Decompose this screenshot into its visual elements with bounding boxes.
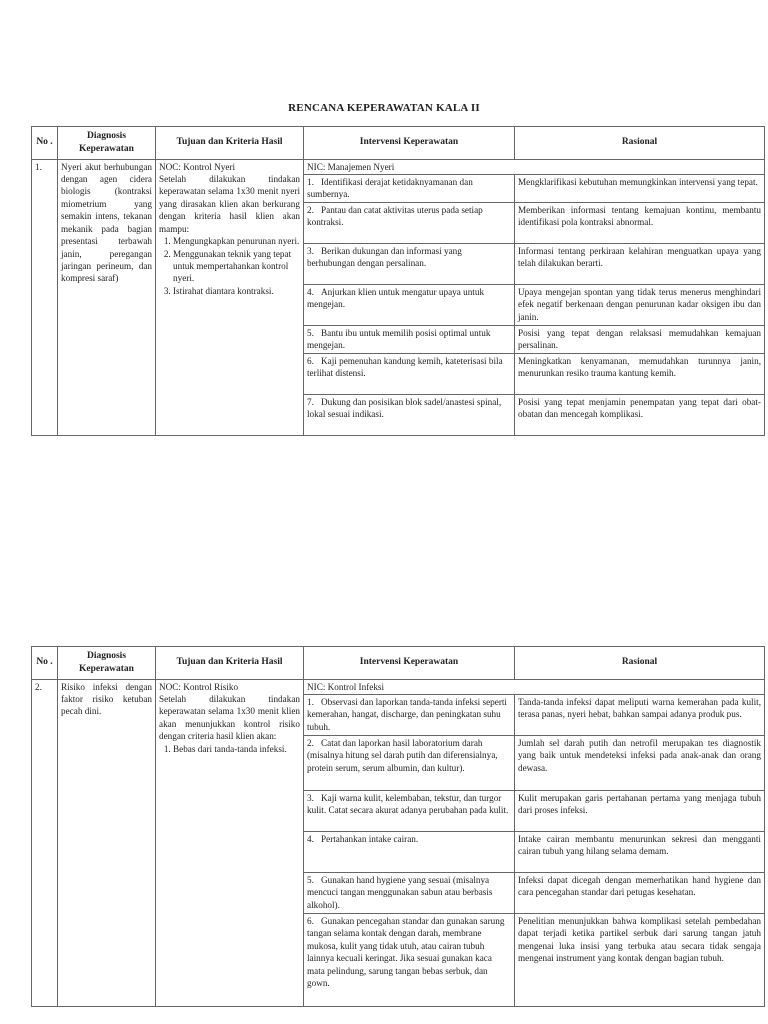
rationale-cell: Tanda-tanda infeksi dapat meliputi warna kemerahan pada kulit, terasa panas, nyeri hebat, bahkan sampai adanya produk pus. <box>515 695 765 736</box>
row-number: 1. <box>32 159 58 435</box>
rationale-cell: Penelitian menunjukkan bahwa komplikasi setelah pembedahan dapat terjadi ketika partikel serbuk dari sarung tangan jatuh mengenai luka insisi yang terbuka atau secara tidak sengaja mengenai instrument yang kontak dengan bagian tubuh. <box>515 914 765 1007</box>
intervention-cell <box>304 175 515 203</box>
noc-label: NOC: Kontrol Nyeri <box>159 161 236 172</box>
rationale-cell: Informasi tentang perkiraan kelahiran menguatkan upaya yang telah dilakukan berarti. <box>515 244 765 285</box>
table-row <box>32 679 765 694</box>
rationale-cell: Posisi yang tepat dengan relaksasi memudahkan kemajuan persalinan. <box>515 326 765 354</box>
intervention-text: Kaji warna kulit, kelembaban, tekstur, dan turgor kulit. Catat secara akurat adanya perubahan pada kulit. <box>307 793 509 816</box>
intervention-number: 4. <box>307 287 314 298</box>
intervention-text: Gunakan pencegahan standar dan gunakan sarung tangan selama kontak dengan darah, membrane mukosa, kulit yang tidak utuh, atau cairan tubuh lainnya kecuali keringat. Jika sesuai gunakan kaca mata pelindung, sarung tangan bebas serbuk, dan gown. <box>307 916 505 989</box>
criteria-item: 1. Mengungkapkan penurunan nyeri. <box>173 235 300 247</box>
intervention-text: Observasi dan laporkan tanda-tanda infeksi seperti kemerahan, hangat, discharge, dan peningkatan suhu tubuh. <box>307 697 507 732</box>
header-diagnosis: Diagnosis Keperawatan <box>58 127 156 160</box>
intervention-number: 3. <box>307 793 314 804</box>
criteria-list <box>159 235 300 297</box>
intervention-number: 4. <box>307 834 314 845</box>
rationale-cell: Jumlah sel darah putih dan netrofil merupakan tes diagnostik yang baik untuk mendeteksi infeksi pada anak-anak dan orang dewasa. <box>515 736 765 791</box>
intervention-text: Kaji pemenuhan kandung kemih, kateterisasi bila terlihat distensi. <box>307 356 503 379</box>
intervention-number: 2. <box>307 738 314 749</box>
care-plan-table-2 <box>31 646 765 1007</box>
intervention-cell <box>304 791 515 832</box>
intervention-number: 5. <box>307 875 314 886</box>
criteria-item: 2. Menggunakan teknik yang tepat untuk mempertahankan kontrol nyeri. <box>173 248 300 285</box>
header-intervention: Intervensi Keperawatan <box>304 127 515 160</box>
intervention-cell <box>304 354 515 395</box>
intervention-cell <box>304 695 515 736</box>
table-row <box>32 159 765 174</box>
intervention-cell <box>304 244 515 285</box>
intervention-number: 2. <box>307 205 314 216</box>
nic-label: NIC: Manajemen Nyeri <box>304 159 765 174</box>
nic-label: NIC: Kontrol Infeksi <box>304 679 765 694</box>
intervention-cell <box>304 395 515 436</box>
intervention-number: 1. <box>307 177 314 188</box>
header-rationale: Rasional <box>515 127 765 160</box>
header-goal: Tujuan dan Kriteria Hasil <box>156 127 304 160</box>
intervention-text: Berikan dukungan dan informasi yang berhubungan dengan persalinan. <box>307 246 462 269</box>
intervention-text: Bantu ibu untuk memilih posisi optimal untuk mengejan. <box>307 328 491 351</box>
intervention-number: 1. <box>307 697 314 708</box>
intervention-cell <box>304 914 515 1007</box>
criteria-list <box>159 743 300 755</box>
rationale-cell: Upaya mengejan spontan yang tidak terus menerus menghindari efek negatif berkenaan dengan penurunan kadar oksigen ibu dan janin. <box>515 285 765 326</box>
header-goal: Tujuan dan Kriteria Hasil <box>156 647 304 680</box>
intervention-text: Pantau dan catat aktivitas uterus pada setiap kontraksi. <box>307 205 483 228</box>
goal-text: Setelah dilakukan tindakan keperawatan selama 1x30 menit klien akan menunjukkan kontrol risiko dengan criteria hasil klien akan: <box>159 694 300 742</box>
care-plan-table-1 <box>31 126 765 436</box>
header-no: No . <box>32 647 58 680</box>
intervention-number: 6. <box>307 356 314 367</box>
goal-text: Setelah dilakukan tindakan keperawatan selama 1x30 menit nyeri yang dirasakan klien akan berkurang dengan kriteria hasil klien akan mampu: <box>159 174 300 234</box>
intervention-cell <box>304 203 515 244</box>
header-diagnosis: Diagnosis Keperawatan <box>58 647 156 680</box>
header-rationale: Rasional <box>515 647 765 680</box>
criteria-item: 3. Istirahat diantara kontraksi. <box>173 285 300 297</box>
rationale-cell: Meningkatkan kenyamanan, memudahkan turunnya janin, menurunkan resiko trauma kantung kemih. <box>515 354 765 395</box>
table-header-row <box>32 647 765 680</box>
diagnosis-cell: Nyeri akut berhubungan dengan agen cidera biologis (kontraksi miometrium yang semakin intens, tekanan mekanik pada bagian presentasi terbawah janin, peregangan jaringan perineum, dan kompresi saraf) <box>58 159 156 435</box>
rationale-cell: Intake cairan membantu menurunkan sekresi dan mengganti cairan tubuh yang hilang selama demam. <box>515 832 765 873</box>
rationale-cell: Kulit merupakan garis pertahanan pertama yang menjaga tubuh dari proses infeksi. <box>515 791 765 832</box>
intervention-cell <box>304 326 515 354</box>
intervention-number: 6. <box>307 916 314 927</box>
row-number: 2. <box>32 679 58 1006</box>
header-intervention: Intervensi Keperawatan <box>304 647 515 680</box>
intervention-text: Pertahankan intake cairan. <box>321 834 419 845</box>
intervention-text: Dukung dan posisikan blok sadel/anastesi spinal, lokal sesuai indikasi. <box>307 397 502 420</box>
intervention-cell <box>304 285 515 326</box>
intervention-text: Identifikasi derajat ketidaknyamanan dan sumbernya. <box>307 177 473 200</box>
goal-cell <box>156 159 304 435</box>
intervention-number: 3. <box>307 246 314 257</box>
intervention-text: Gunakan hand hygiene yang sesuai (misalnya mencuci tangan menggunakan sabun atau berbasis alkohol). <box>307 875 493 910</box>
table-header-row <box>32 127 765 160</box>
criteria-item: 1. Bebas dari tanda-tanda infeksi. <box>173 743 300 755</box>
diagnosis-cell: Risiko infeksi dengan faktor risiko ketuban pecah dini. <box>58 679 156 1006</box>
intervention-cell <box>304 832 515 873</box>
rationale-cell: Memberikan informasi tentang kemajuan kontinu, membantu identifikasi pola kontraksi abnormal. <box>515 203 765 244</box>
intervention-cell <box>304 873 515 914</box>
rationale-cell: Mengklarifikasi kebutuhan memungkinkan intervensi yang tepat. <box>515 175 765 203</box>
noc-label: NOC: Kontrol Risiko <box>159 681 239 692</box>
rationale-cell: Posisi yang tepat menjamin penempatan yang tepat dari obat-obatan dan mencegah komplikasi. <box>515 395 765 436</box>
rationale-cell: Infeksi dapat dicegah dengan memerhatikan hand hygiene dan cara pencegahan standar dari petugas kesehatan. <box>515 873 765 914</box>
document-title: RENCANA KEPERAWATAN KALA II <box>288 102 480 114</box>
intervention-cell <box>304 736 515 791</box>
intervention-number: 5. <box>307 328 314 339</box>
header-no: No . <box>32 127 58 160</box>
intervention-number: 7. <box>307 397 314 408</box>
intervention-text: Anjurkan klien untuk mengatur upaya untuk mengejan. <box>307 287 485 310</box>
goal-cell <box>156 679 304 1006</box>
intervention-text: Catat dan laporkan hasil laboratorium darah (misalnya hitung sel darah putih dan diferensialnya, protein serum, serum albumin, dan kultur). <box>307 738 498 773</box>
